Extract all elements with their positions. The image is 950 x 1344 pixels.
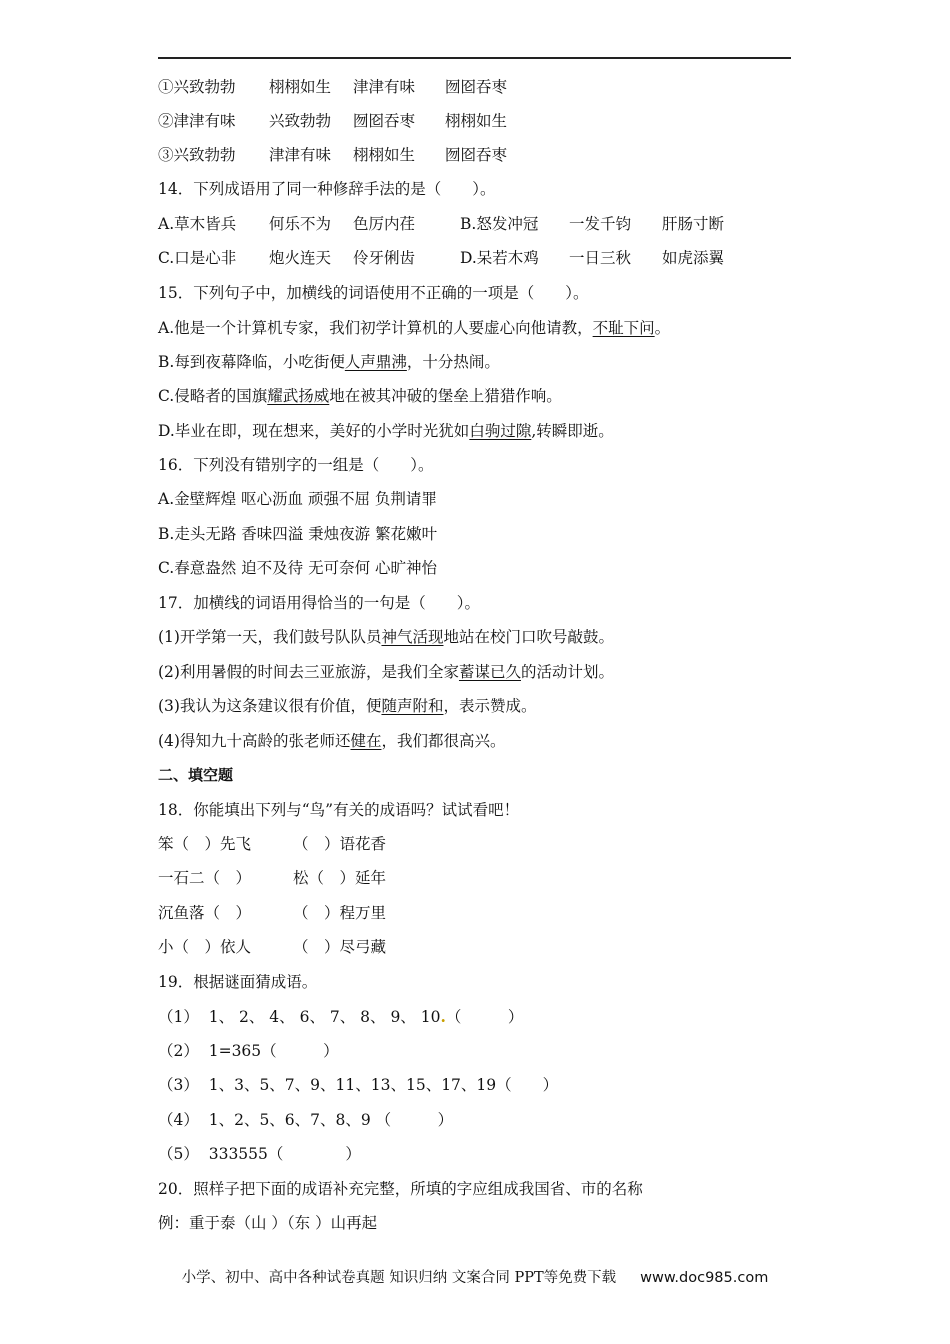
q14-row-1: A.草木皆兵 何乐不为 色厉内荏 B.怒发冲冠 一发千钧 肝肠寸断 xyxy=(158,215,725,233)
underlined-idiom: 神气活现 xyxy=(381,628,444,646)
q20-stem: 20．照样子把下面的成语补充完整，所填的字应组成我国省、市的名称 xyxy=(158,1180,643,1198)
q16-option-c: C.春意盎然 迫不及待 无可奈何 心旷神怡 xyxy=(158,559,438,577)
q19-item-2: （2） 1=365（ ） xyxy=(158,1042,339,1060)
underlined-idiom: 随声附和 xyxy=(381,697,444,715)
q19-item-1: （1） 1、 2、 4、 6、 7、 8、 9、 10.（ ） xyxy=(158,1007,524,1026)
q15-option-c: C.侵略者的国旗耀武扬威地在被其冲破的堡垒上猎猎作响。 xyxy=(158,387,562,405)
q15-option-b: B.每到夜幕降临，小吃街便人声鼎沸，十分热闹。 xyxy=(158,353,500,371)
q13-option-1: ①兴致勃勃 栩栩如生 津津有味 囫囵吞枣 xyxy=(158,78,508,96)
q20-example: 例：重于泰（山 ）（东 ）山再起 xyxy=(158,1214,378,1232)
q14-stem: 14．下列成语用了同一种修辞手法的是（ ）。 xyxy=(158,180,496,198)
q19-stem: 19．根据谜面猜成语。 xyxy=(158,973,318,991)
footer-link[interactable]: www.doc985.com xyxy=(640,1270,769,1286)
q17-sentence-2: (2)利用暑假的时间去三亚旅游，是我们全家蓄谋已久的活动计划。 xyxy=(158,663,614,681)
q19-item-4: （4） 1、2、5、6、7、8、9 （ ） xyxy=(158,1111,454,1129)
header-rule xyxy=(158,57,791,59)
dot-mark: . xyxy=(440,1007,446,1026)
q19-item-5: （5） 333555（ ） xyxy=(158,1145,361,1163)
q15-stem: 15．下列句子中，加横线的词语使用不正确的一项是（ ）。 xyxy=(158,284,589,302)
underlined-idiom: 耀武扬威 xyxy=(267,387,330,405)
q13-option-3: ③兴致勃勃 津津有味 栩栩如生 囫囵吞枣 xyxy=(158,146,508,164)
q15-option-d: D.毕业在即，现在想来，美好的小学时光犹如白驹过隙,转瞬即逝。 xyxy=(158,422,614,440)
underlined-idiom: 不耻下问 xyxy=(592,319,655,337)
q17-stem: 17．加横线的词语用得恰当的一句是（ ）。 xyxy=(158,594,480,612)
q17-sentence-3: (3)我认为这条建议很有价值，便随声附和，表示赞成。 xyxy=(158,697,537,715)
footer-text: 小学、初中、高中各种试卷真题 知识归纳 文案合同 PPT等免费下载 xyxy=(181,1270,617,1286)
q17-sentence-1: (1)开学第一天，我们鼓号队队员神气活现地站在校门口吹号敲鼓。 xyxy=(158,628,614,646)
q19-item-3: （3） 1、3、5、7、9、11、13、15、17、19（ ） xyxy=(158,1076,559,1094)
q13-option-2: ②津津有味 兴致勃勃 囫囵吞枣 栩栩如生 xyxy=(158,112,508,130)
q16-stem: 16．下列没有错别字的一组是（ ）。 xyxy=(158,456,434,474)
underlined-idiom: 白驹过隙 xyxy=(469,422,532,440)
q18-row-4: 小（ ）依人 （ ）尽弓藏 xyxy=(158,938,387,956)
q18-row-3: 沉鱼落（ ） （ ）程万里 xyxy=(158,904,387,922)
q18-row-2: 一石二（ ） 松（ ）延年 xyxy=(158,869,387,887)
underlined-idiom: 人声鼎沸 xyxy=(344,353,407,371)
q17-sentence-4: (4)得知九十高龄的张老师还健在，我们都很高兴。 xyxy=(158,732,506,750)
q16-option-b: B.走头无路 香味四溢 秉烛夜游 繁花嫩叶 xyxy=(158,525,438,543)
q16-option-a: A.金壁辉煌 呕心沥血 顽强不屈 负荆请罪 xyxy=(158,490,437,508)
q15-option-a: A.他是一个计算机专家，我们初学计算机的人要虚心向他请教，不耻下问。 xyxy=(158,319,671,337)
underlined-idiom: 健在 xyxy=(350,732,382,750)
page-footer xyxy=(0,1266,950,1287)
section-title: 二、填空题 xyxy=(158,766,234,784)
underlined-idiom: 蓄谋已久 xyxy=(458,663,521,681)
q18-stem: 18．你能填出下列与“鸟”有关的成语吗？试试看吧！ xyxy=(158,801,520,819)
q18-row-1: 笨（ ）先飞 （ ）语花香 xyxy=(158,835,387,853)
q14-row-2: C.口是心非 炮火连天 伶牙俐齿 D.呆若木鸡 一日三秋 如虎添翼 xyxy=(158,249,725,267)
